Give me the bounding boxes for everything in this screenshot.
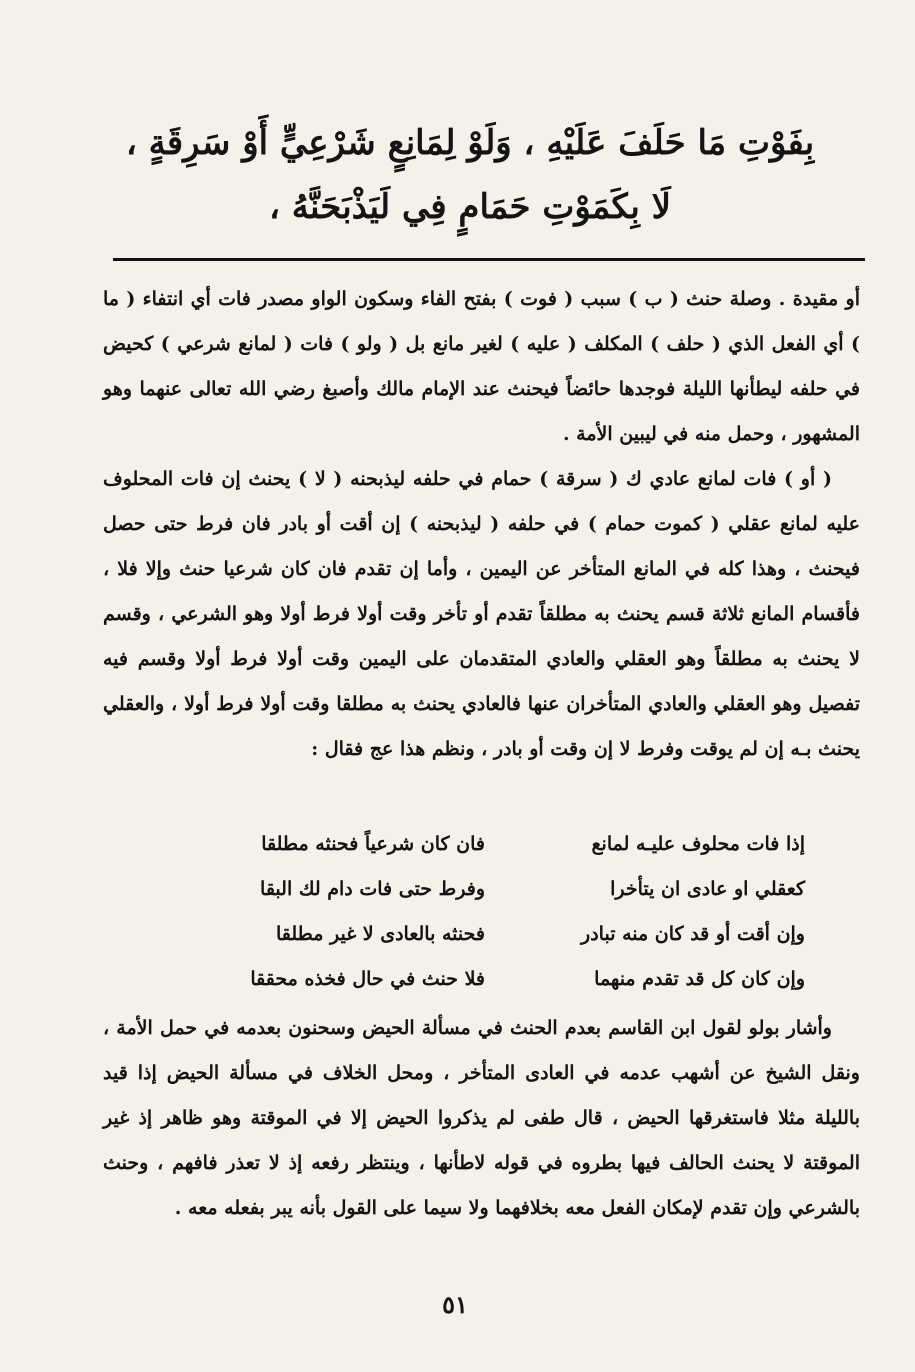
poem-hemistich-first: كعقلي او عادى ان يتأخرا bbox=[610, 878, 805, 900]
commentary-after-poem bbox=[103, 1006, 860, 1231]
poem-hemistich-second: وفرط حتى فات دام لك البقا bbox=[260, 878, 485, 900]
verse-line-2: لَا بِكَمَوْتِ حَمَامٍ فِي لَيَذْبَحَنَّهُ ، bbox=[268, 187, 672, 227]
verse-line-1: بِفَوْتِ مَا حَلَفَ عَلَيْهِ ، وَلَوْ لِمَانِعٍ شَرْعِيٍّ أَوْ سَرِقَةٍ ، bbox=[125, 123, 815, 163]
page-number: ٥١ bbox=[442, 1290, 468, 1319]
poem-hemistich-second: فحنثه بالعادى لا غير مطلقا bbox=[275, 923, 485, 945]
poem-verse bbox=[165, 957, 805, 1002]
commentary-paragraph: ( أو ) فات لمانع عادي ك ( سرقة ) حمام في حلفه ليذبحنه ( لا ) يحنث إن فات المحلوف عليه لمانع عقلي ( كموت حمام ) في حلفه ( ليذبحنه ) إن أقت أو بادر فان فرط حتى حصل فيحنث ، وهذا كله في المانع المتأخر عن اليمين ، وأما إن تقدم فان كان شرعيا حنث وإلا فلا ، فأقسام المانع ثلاثة قسم يحنث به مطلقاً تقدم أو تأخر وقت أولا فرط أولا وهو الشرعي ، وقسم لا يحنث به مطلقاً وهو العقلي والعادي المتقدمان على اليمين وقت أولا فرط أولا وقسم فيه تفصيل وهو العقلي والعادي المتأخران عنها فالعادي يحنث به مطلقا وقت أولا فرط أولا ، والعقلي يحنث بـه إن لم يوقت وفرط لا إن وقت أو بادر ، ونظم هذا عج فقال : bbox=[103, 468, 860, 760]
poem-hemistich-second: فلا حنث في حال فخذه محققا bbox=[250, 968, 485, 990]
poem bbox=[165, 822, 805, 1002]
separator-rule bbox=[113, 258, 865, 261]
poem-hemistich-first: وإن كان كل قد تقدم منهما bbox=[594, 968, 805, 990]
poem-hemistich-second: فان كان شرعياً فحنثه مطلقا bbox=[261, 833, 485, 855]
poem-verse bbox=[165, 912, 805, 957]
commentary-paragraph: وأشار بولو لقول ابن القاسم بعدم الحنث في مسألة الحيض وسحنون بعدمه في حمل الأمة ، ونقل الشيخ عن أشهب عدمه في العادى المتأخر ، ومحل الخلاف في مسألة الحيض إذا قيد بالليلة مثلا فاستغرقها الحيض ، قال طفى لم يذكروا الحيض إلا في الموقتة وهو ظاهر إذ غير الموقتة لا يحنث الحالف فيها بطروه في قوله لاطأنها ، وينتظر رفعه إذ لا تعذر فافهم ، وحنث بالشرعي وإن تقدم لإمكان الفعل معه بخلافهما ولا سيما على القول بأنه يبر بفعله معه . bbox=[103, 1017, 860, 1219]
poem-hemistich-first: وإن أقت أو قد كان منه تبادر bbox=[581, 923, 805, 945]
commentary-paragraph: أو مقيدة . وصلة حنث ( ب ) سبب ( فوت ) بفتح الفاء وسكون الواو مصدر فات أي انتفاء ( ما ) أي الفعل الذي ( حلف ) المكلف ( عليه ) لغير مانع بل ( ولو ) فات ( لمانع شرعي ) كحيض في حلفه ليطأنها الليلة فوجدها حائضاً فيحنث عند الإمام مالك وأصبغ رضي الله تعالى عنهما وهو المشهور ، وحمل منه في ليبين الأمة . bbox=[103, 288, 860, 445]
poem-verse bbox=[165, 867, 805, 912]
commentary-block bbox=[103, 277, 860, 772]
poem-hemistich-first: إذا فات محلوف عليـه لمانع bbox=[591, 833, 805, 855]
poem-verse bbox=[165, 822, 805, 867]
